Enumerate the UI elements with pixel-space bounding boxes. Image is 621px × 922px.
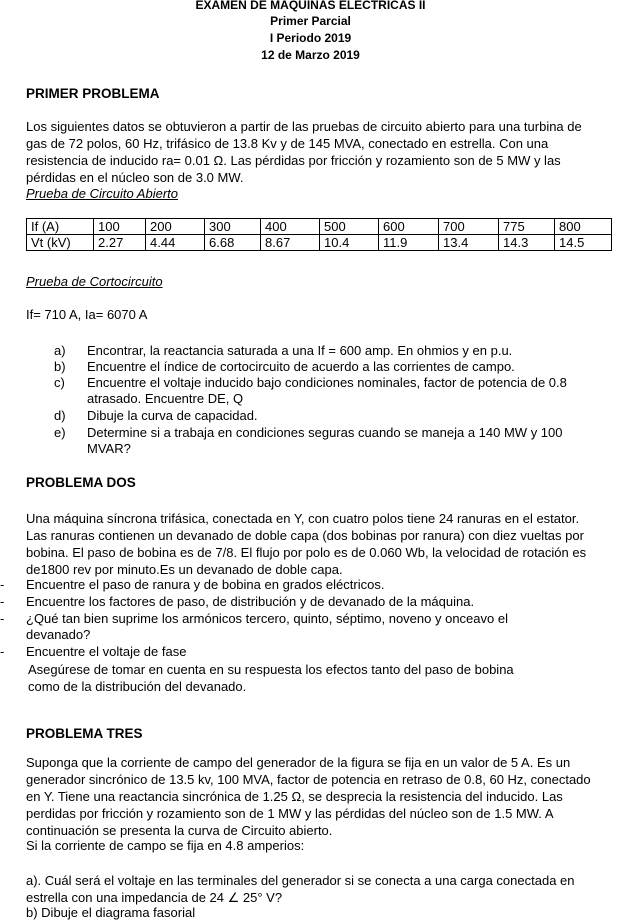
list-marker: d) <box>54 408 66 423</box>
list-text: ¿Qué tan bien suprime los armónicos tercero, quinto, séptimo, noveno y onceavo el devanado? <box>26 611 508 642</box>
table-cell: 14.3 <box>499 235 555 251</box>
short-circuit-title: Prueba de Cortocircuito <box>26 274 163 289</box>
problem2-intro: Una máquina síncrona trifásica, conectada en Y, con cuatro polos tiene 24 ranuras en el estator. Las ranuras contienen un devanado de doble capa (dos bobinas por ranura) con diez vueltas por bobina. El paso de bobina es de 7/8. El flujo por polo es de 0.060 Wb, la velocidad de rotación es de1800 rev por minuto.Es un devanado de doble capa. <box>26 511 587 577</box>
list-text: Encuentre los factores de paso, de distribución y de devanado de la máquina. <box>26 594 475 609</box>
table-cell: 11.9 <box>379 235 439 251</box>
table-cell: 10.4 <box>320 235 379 251</box>
problem1-intro: Los siguientes datos se obtuvieron a partir de las pruebas de circuito abierto para una turbina de gas de 72 polos, 60 Hz, trifásico de 13.8 Kv y de 145 MVA, conectado en estrella. Con una resistencia de inducido ra= 0.01 Ω. Las pérdidas por fricción y rozamiento son de 5 MW y las pérdidas en el núcleo son de 3.0 MW. <box>26 119 582 185</box>
list-text: Encuentre el voltaje de fase <box>26 644 187 659</box>
list-text: Encontrar, la reactancia saturada a una If = 600 amp. En ohmios y en p.u. <box>87 343 513 358</box>
problem2-note: Asegúrese de tomar en cuenta en su respuesta los efectos tanto del paso de bobina como de la distribución del devanado. <box>28 662 514 694</box>
list-marker: e) <box>54 425 66 440</box>
list-item <box>54 343 606 359</box>
list-marker: - <box>0 611 5 626</box>
short-circuit-data: If= 710 A, Ia= 6070 A <box>26 307 148 322</box>
list-text: Dibuje la curva de capacidad. <box>87 408 258 423</box>
list-marker: - <box>0 577 5 592</box>
list-item <box>54 359 606 375</box>
list-text: Encuentre el índice de cortocircuito de acuerdo a las corrientes de campo. <box>87 359 515 374</box>
problem2-heading: PROBLEMA DOS <box>26 475 136 490</box>
table-cell: 6.68 <box>205 235 261 251</box>
table-cell: 14.5 <box>555 235 612 251</box>
table-cell: 200 <box>146 219 205 235</box>
table-cell: 700 <box>439 219 499 235</box>
exam-period: I Periodo 2019 <box>269 31 352 45</box>
list-marker: - <box>0 644 5 659</box>
problem3-field-current: Si la corriente de campo se fija en 4.8 amperios: <box>26 838 305 853</box>
table-cell: 13.4 <box>439 235 499 251</box>
open-circuit-title: Prueba de Circuito Abierto <box>26 186 178 201</box>
table-cell: 300 <box>205 219 261 235</box>
table-cell: 4.44 <box>146 235 205 251</box>
open-circuit-table <box>26 218 612 251</box>
list-item <box>54 408 606 424</box>
problem3-item-b: b) Dibuje el diagrama fasorial <box>26 905 196 920</box>
list-marker: a) <box>54 343 66 358</box>
list-text: Encuentre el paso de ranura y de bobina en grados eléctricos. <box>26 577 385 592</box>
list-marker: c) <box>54 375 65 390</box>
exam-date: 12 de Marzo 2019 <box>261 48 360 62</box>
list-item <box>0 644 600 660</box>
problem3-heading: PROBLEMA TRES <box>26 726 143 741</box>
table-cell: If (A) <box>27 219 94 235</box>
table-cell: 800 <box>555 219 612 235</box>
problem3-intro: Suponga que la corriente de campo del generador de la figura se fija en un valor de 5 A. Es un generador sincrónico de 13.5 kv, 100 MVA, factor de potencia en retraso de 0.8, 60 Hz, conectado en Y. Tiene una reactancia sincrónica de 1.25 Ω, se desprecia la resistencia del inducido. Las perdidas por fricción y rozamiento son de 1 MW y las pérdidas del núcleo son de 1.5 MW. A continuación se presenta la curva de Circuito abierto. <box>26 755 591 838</box>
list-text: Determine si a trabaja en condiciones seguras cuando se maneja a 140 MW y 100 MVAR? <box>87 425 563 456</box>
table-cell: 600 <box>379 219 439 235</box>
list-item <box>54 375 606 407</box>
problem1-heading: PRIMER PROBLEMA <box>26 86 160 101</box>
exam-title: EXAMEN DE MAQUINAS ELECTRICAS II <box>195 0 426 12</box>
table-cell: 2.27 <box>94 235 146 251</box>
list-item <box>54 425 606 457</box>
list-text: Encuentre el voltaje inducido bajo condiciones nominales, factor de potencia de 0.8 atrasado. Encuentre DE, Q <box>87 375 567 406</box>
exam-partial: Primer Parcial <box>270 14 351 28</box>
table-cell: Vt (kV) <box>27 235 94 251</box>
table-row <box>27 235 612 251</box>
table-row <box>27 219 612 235</box>
table-cell: 100 <box>94 219 146 235</box>
table-cell: 400 <box>261 219 320 235</box>
list-item <box>0 594 600 610</box>
table-cell: 8.67 <box>261 235 320 251</box>
table-cell: 500 <box>320 219 379 235</box>
table-cell: 775 <box>499 219 555 235</box>
problem3-item-a: a). Cuál será el voltaje en las terminales del generador si se conecta a una carga conectada en estrella con una impedancia de 24 ∠ 25° V? <box>26 873 575 905</box>
list-marker: b) <box>54 359 66 374</box>
list-marker: - <box>0 594 5 609</box>
list-item <box>0 611 520 643</box>
list-item <box>0 577 600 593</box>
